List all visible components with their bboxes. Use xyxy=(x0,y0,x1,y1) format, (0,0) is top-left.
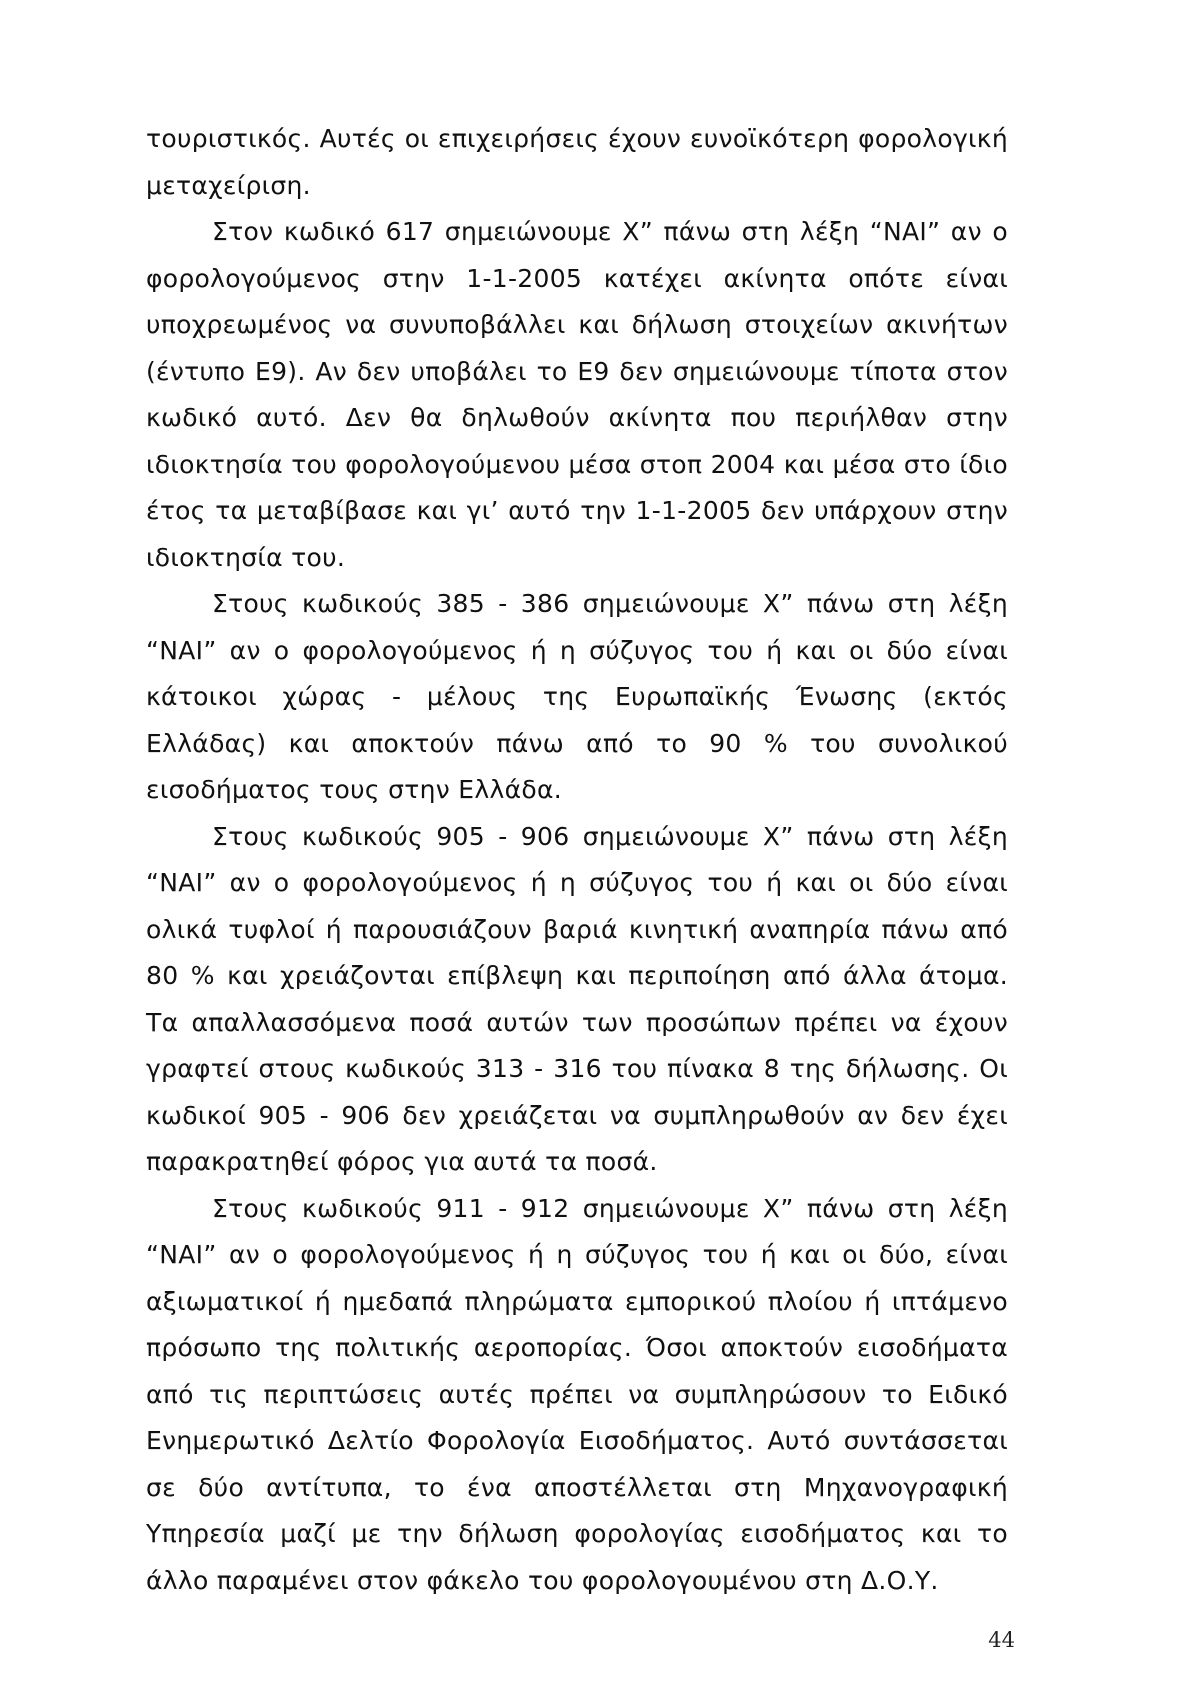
page-number: 44 xyxy=(988,1628,1015,1652)
paragraph-4: Στους κωδικούς 905 - 906 σημειώνουμε Χ” πάνω στη λέξη “ΝΑΙ” αν ο φορολογούμενος ή η σύζυγος του ή και οι δύο είναι ολικά τυφλοί ή παρουσιάζουν βαριά κινητική αναπηρία πάνω από 80 % και χρειάζονται επίβλεψη και περιποίηση από άλλα άτομα. Τα απαλλασσόμενα ποσά αυτών των προσώπων πρέπει να έχουν γραφτεί στους κωδικούς 313 - 316 του πίνακα 8 της δήλωσης. Οι κωδικοί 905 - 906 δεν χρειάζεται να συμπληρωθούν αν δεν έχει παρακρατηθεί φόρος για αυτά τα ποσά. xyxy=(146,821,1008,1176)
paragraph-5: Στους κωδικούς 911 - 912 σημειώνουμε Χ” πάνω στη λέξη “ΝΑΙ” αν ο φορολογούμενος ή η σύζυγος του ή και οι δύο, είναι αξιωματικοί ή ημεδαπά πληρώματα εμπορικού πλοίου ή ιπτάμενο πρόσωπο της πολιτικής αεροπορίας. Όσοι αποκτούν εισοδήματα από τις περιπτώσεις αυτές πρέπει να συμπληρώσουν το Ειδικό Ενημερωτικό Δελτίο Φορολογία Εισοδήματος. Αυτό συντάσσεται σε δύο αντίτυπα, το ένα αποστέλλεται στη Μηχανογραφική Υπηρεσία μαζί με την δήλωση φορολογίας εισοδήματος και το άλλο παραμένει στον φάκελο του φορολογουμένου στη Δ.Ο.Υ. xyxy=(146,1193,1008,1595)
paragraph-3: Στους κωδικούς 385 - 386 σημειώνουμε Χ” πάνω στη λέξη “ΝΑΙ” αν ο φορολογούμενος ή η σύζυγος του ή και οι δύο είναι κάτοικοι χώρας - μέλους της Ευρωπαϊκής Ένωσης (εκτός Ελλάδας) και αποκτούν πάνω από το 90 % του συνολικού εισοδήματος τους στην Ελλάδα. xyxy=(146,589,1008,804)
paragraph-2: Στον κωδικό 617 σημειώνουμε Χ” πάνω στη λέξη “ΝΑΙ” αν ο φορολογούμενος στην 1-1-2005 κατέχει ακίνητα οπότε είναι υποχρεωμένος να συνυποβάλλει και δήλωση στοιχείων ακινήτων (έντυπο Ε9). Αν δεν υποβάλει το Ε9 δεν σημειώνουμε τίποτα στον κωδικό αυτό. Δεν θα δηλωθούν ακίνητα που περιήλθαν στην ιδιοκτησία του φορολογούμενου μέσα στοπ 2004 και μέσα στο ίδιο έτος τα μεταβίβασε και γι’ αυτό την 1-1-2005 δεν υπάρχουν στην ιδιοκτησία του. xyxy=(146,217,1008,572)
body-text xyxy=(146,116,1008,1604)
paragraph-1: τουριστικός. Αυτές οι επιχειρήσεις έχουν ευνοϊκότερη φορολογική μεταχείριση. xyxy=(146,124,1008,200)
